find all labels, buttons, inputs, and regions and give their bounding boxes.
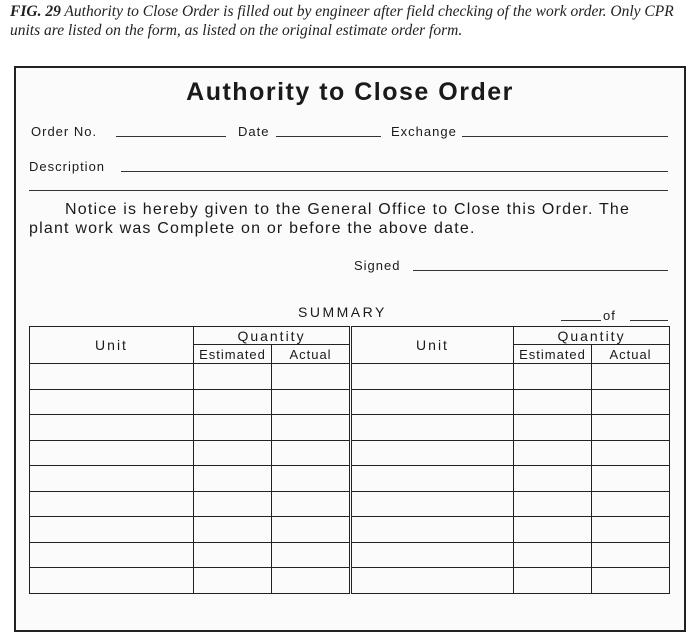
unit-cell[interactable]: [352, 440, 514, 466]
table-row: [352, 568, 670, 594]
estimated-cell[interactable]: [194, 517, 272, 543]
of-label: of: [603, 308, 616, 323]
table-row: [352, 440, 670, 466]
unit-cell[interactable]: [352, 491, 514, 517]
estimated-cell[interactable]: [514, 389, 592, 415]
estimated-cell[interactable]: [514, 415, 592, 441]
table-row: [30, 517, 350, 543]
actual-cell[interactable]: [592, 491, 670, 517]
unit-cell[interactable]: [352, 389, 514, 415]
table-row: [30, 491, 350, 517]
unit-cell[interactable]: [30, 491, 194, 517]
table-row: [352, 542, 670, 568]
actual-header: Actual: [592, 345, 670, 364]
actual-cell[interactable]: [272, 568, 350, 594]
unit-cell[interactable]: [352, 415, 514, 441]
table-row: [30, 568, 350, 594]
estimated-header: Estimated: [514, 345, 592, 364]
page-total-field[interactable]: [630, 320, 668, 321]
actual-cell[interactable]: [272, 440, 350, 466]
unit-cell[interactable]: [352, 517, 514, 543]
actual-cell[interactable]: [272, 517, 350, 543]
quantity-header: Quantity: [514, 327, 670, 345]
estimated-cell[interactable]: [194, 440, 272, 466]
estimated-cell[interactable]: [514, 364, 592, 390]
exchange-label: Exchange: [391, 124, 457, 139]
figure-number: FIG. 29: [10, 3, 61, 20]
signature-field[interactable]: [413, 270, 668, 271]
summary-table-right: [351, 326, 670, 594]
notice-text: [29, 200, 673, 238]
order-no-label: Order No.: [31, 124, 98, 139]
form-title: Authority to Close Order: [186, 78, 514, 106]
actual-cell[interactable]: [592, 466, 670, 492]
table-row: [352, 466, 670, 492]
estimated-cell[interactable]: [514, 568, 592, 594]
estimated-cell[interactable]: [514, 440, 592, 466]
table-row: [352, 491, 670, 517]
estimated-header: Estimated: [194, 345, 272, 364]
actual-cell[interactable]: [272, 491, 350, 517]
unit-cell[interactable]: [30, 415, 194, 441]
estimated-cell[interactable]: [194, 466, 272, 492]
actual-cell[interactable]: [272, 415, 350, 441]
description-label: Description: [29, 159, 106, 174]
authority-to-close-form: [14, 66, 686, 632]
unit-cell[interactable]: [30, 440, 194, 466]
actual-cell[interactable]: [272, 466, 350, 492]
table-row: [30, 542, 350, 568]
caption-text: Authority to Close Order is filled out by engineer after field checking of the work order. Only CPR units are listed on the form, as listed on the original estimate order form.: [10, 3, 674, 39]
actual-cell[interactable]: [592, 440, 670, 466]
unit-cell[interactable]: [30, 364, 194, 390]
actual-cell[interactable]: [272, 389, 350, 415]
actual-cell[interactable]: [592, 415, 670, 441]
estimated-cell[interactable]: [514, 491, 592, 517]
description-field-line-2[interactable]: [29, 190, 668, 191]
notice-body: Notice is hereby given to the General Office to Close this Order. The plant work was Complete on or before the above date.: [29, 201, 631, 237]
exchange-field[interactable]: [462, 136, 668, 137]
estimated-cell[interactable]: [194, 389, 272, 415]
unit-cell[interactable]: [352, 364, 514, 390]
table-row: [30, 466, 350, 492]
actual-cell[interactable]: [592, 389, 670, 415]
unit-cell[interactable]: [30, 542, 194, 568]
table-row: [352, 517, 670, 543]
table-row: [352, 415, 670, 441]
estimated-cell[interactable]: [194, 568, 272, 594]
unit-cell[interactable]: [352, 542, 514, 568]
unit-cell[interactable]: [30, 568, 194, 594]
page-number-field[interactable]: [561, 320, 601, 321]
unit-cell[interactable]: [30, 466, 194, 492]
unit-header: Unit: [30, 327, 194, 364]
unit-cell[interactable]: [30, 389, 194, 415]
estimated-cell[interactable]: [194, 415, 272, 441]
estimated-cell[interactable]: [194, 364, 272, 390]
estimated-cell[interactable]: [194, 542, 272, 568]
summary-table-left: [29, 326, 350, 594]
actual-header: Actual: [272, 345, 350, 364]
table-row: [352, 389, 670, 415]
actual-cell[interactable]: [592, 517, 670, 543]
actual-cell[interactable]: [592, 568, 670, 594]
description-field[interactable]: [121, 171, 668, 172]
unit-cell[interactable]: [352, 568, 514, 594]
actual-cell[interactable]: [272, 364, 350, 390]
table-row: [30, 364, 350, 390]
table-row: [30, 415, 350, 441]
unit-cell[interactable]: [30, 517, 194, 543]
table-row: [352, 364, 670, 390]
actual-cell[interactable]: [592, 364, 670, 390]
estimated-cell[interactable]: [194, 491, 272, 517]
table-row: [30, 440, 350, 466]
summary-heading: SUMMARY: [298, 304, 387, 320]
figure-caption: [10, 2, 690, 40]
estimated-cell[interactable]: [514, 542, 592, 568]
quantity-header: Quantity: [194, 327, 350, 345]
actual-cell[interactable]: [592, 542, 670, 568]
table-row: [30, 389, 350, 415]
order-no-field[interactable]: [116, 136, 226, 137]
unit-header: Unit: [352, 327, 514, 364]
actual-cell[interactable]: [272, 542, 350, 568]
unit-cell[interactable]: [352, 466, 514, 492]
estimated-cell[interactable]: [514, 517, 592, 543]
date-label: Date: [238, 124, 270, 139]
date-field[interactable]: [276, 136, 381, 137]
signed-label: Signed: [354, 258, 401, 273]
estimated-cell[interactable]: [514, 466, 592, 492]
